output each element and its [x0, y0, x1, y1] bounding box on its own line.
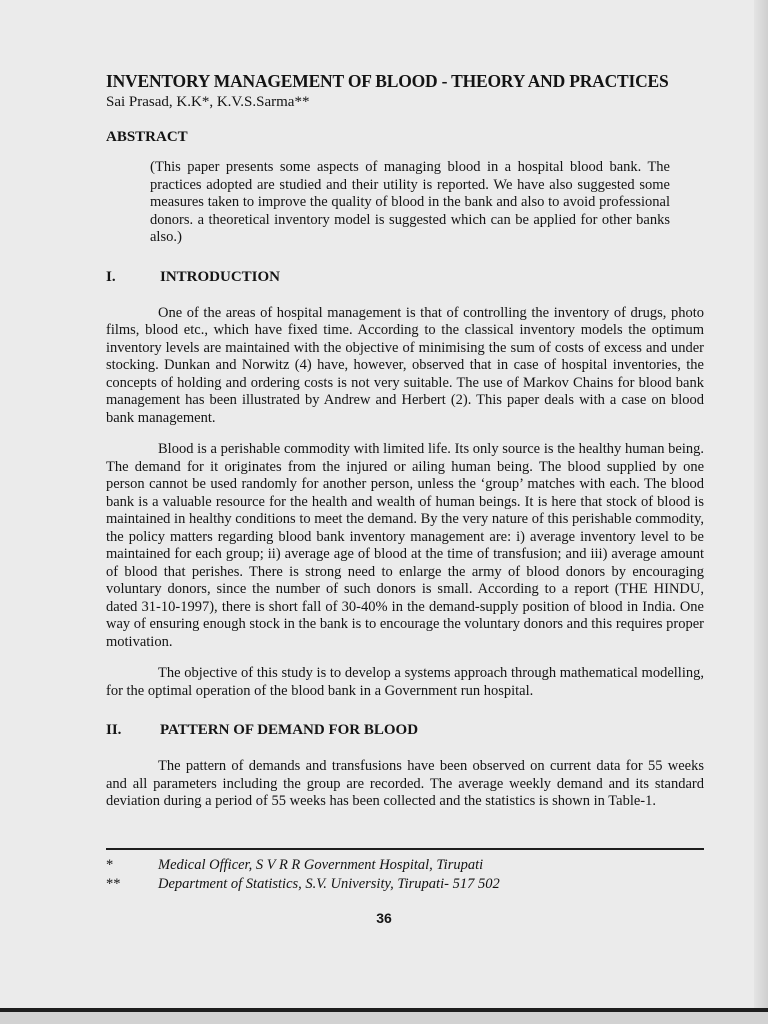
intro-paragraph-1: One of the areas of hospital management is that of controlling the inventory of drugs, photo films, blood etc., which have fixed time. According to the classical inventory models the optimum inventory levels are maintained with the objective of minimising the sum of costs of excess and under stocking. Dunkan and Norwitz (4) have, however, observed that in case of hospital inventories, the concepts of holding and ordering costs is not very suitable. The use of Markov Chains for blood bank management has been illustrated by Andrew and Herbert (2). This paper deals with a case on blood bank management.: [106, 304, 704, 426]
paper-authors: Sai Prasad, K.K*, K.V.S.Sarma**: [106, 94, 310, 110]
footnote-mark: **: [106, 876, 121, 892]
section-heading-introduction: [106, 267, 704, 287]
footnotes: [106, 848, 704, 894]
section-heading-demand-pattern: [106, 720, 704, 740]
abstract-close-mark: ): [176, 229, 182, 245]
abstract-text-block: [150, 159, 670, 247]
paper-page: [106, 70, 704, 811]
abstract-heading: ABSTRACT: [106, 129, 188, 145]
page-number: 36: [376, 910, 392, 926]
scan-edge-shadow: [754, 0, 768, 1024]
section-number: I.: [106, 268, 116, 285]
section-introduction: [106, 267, 704, 701]
section-title: PATTERN OF DEMAND FOR BLOOD: [160, 722, 419, 738]
footnote-mark: *: [106, 857, 114, 873]
intro-paragraph-3: The objective of this study is to develop a systems approach through mathematical modelling, for the optimal operation of the blood bank in a Government run hospital.: [106, 665, 704, 699]
scan-bottom-border: [0, 1008, 768, 1024]
abstract-text: This paper presents some aspects of managing blood in a hospital blood bank. The practices adopted are studied and their utility is reported. We have also suggested some measures taken to improve the quality of blood in the bank and also to avoid professional donors. a theoretical inventory model is suggested which can be applied for other banks also.: [150, 159, 670, 245]
section-title: INTRODUCTION: [160, 268, 281, 285]
section-number: II.: [106, 722, 122, 738]
footnote-affiliation-2: [106, 875, 704, 894]
demand-paragraph-1: The pattern of demands and transfusions have been observed on current data for 55 weeks and all parameters including the group are recorded. The average weekly demand and its standard deviation during a period of 55 weeks has been collected and the statistics is shown in Table-1.: [106, 758, 704, 809]
abstract-open-mark: (: [150, 159, 155, 175]
footnote-text: Medical Officer, S V R R Government Hospital, Tirupati: [158, 857, 484, 873]
footnote-text: Department of Statistics, S.V. University, Tirupati- 517 502: [158, 876, 500, 892]
footnote-affiliation-1: [106, 856, 704, 875]
paper-title: INVENTORY MANAGEMENT OF BLOOD - THEORY AND PRACTICES: [106, 71, 669, 91]
section-demand-pattern: [106, 720, 704, 811]
intro-paragraph-2: Blood is a perishable commodity with limited life. Its only source is the healthy human being. The demand for it originates from the injured or ailing human being. The blood supplied by one person cannot be used randomly for another person, unless the ‘group’ matches with each. The blood bank is a valuable resource for the health and wealth of human beings. It is here that stock of blood is maintained in healthy conditions to meet the demand. By the very nature of this perishable commodity, the policy matters regarding blood bank inventory management are: i) average inventory level to be maintained for each group; ii) average age of blood at the time of transfusion; and iii) average amount of blood that perishes. There is strong need to enlarge the army of blood donors by encouraging voluntary donors, since the number of such donors is small. According to a report (THE HINDU, dated 31-10-1997), there is short fall of 30-40% in the demand-supply position of blood in India. One way of ensuring enough stock in the bank is to encourage the voluntary donors and this requires proper motivation.: [106, 441, 704, 650]
